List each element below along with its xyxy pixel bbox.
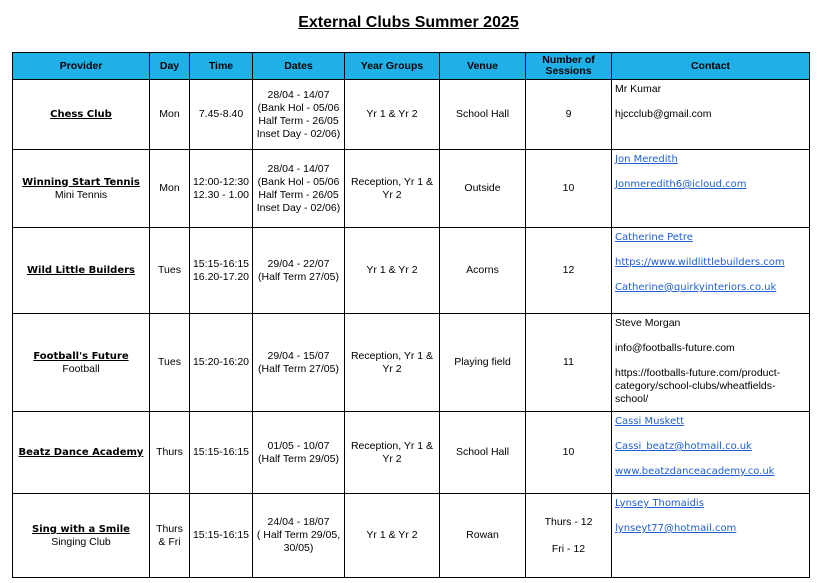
header-year-groups: Year Groups (345, 53, 440, 80)
table-row (13, 494, 810, 578)
contact-text: https://footballs-future.com/product-category/school-clubs/wheatfields-school/ (615, 367, 781, 405)
sessions-cell (526, 80, 612, 150)
time-line: 15:15-16:15 (192, 257, 250, 270)
header-sessions (526, 53, 612, 80)
table-row (13, 314, 810, 412)
dates-line: (Half Term 29/05) (258, 452, 339, 465)
dates-line: ( Half Term 29/05, (256, 529, 341, 541)
header-time: Time (190, 53, 253, 80)
venue-cell: School Hall (440, 412, 526, 494)
venue-cell: Outside (440, 150, 526, 228)
venue-cell: Playing field (440, 314, 526, 412)
time-cell (190, 412, 253, 494)
dates-line: 29/04 - 15/07 (267, 349, 330, 362)
dates-line: 29/04 - 22/07 (267, 257, 330, 270)
dates-cell (253, 314, 345, 412)
sessions-cell (526, 494, 612, 578)
dates-line: Inset Day - 02/06) (256, 127, 341, 140)
time-line: 15:15-16:15 (192, 446, 250, 458)
sessions-value: 10 (562, 182, 575, 194)
sessions-cell (526, 228, 612, 314)
dates-line: Half Term - 26/05 (258, 114, 339, 127)
contact-link[interactable]: Cassi Muskett (615, 416, 685, 427)
dates-line: (Bank Hol - 05/06 (257, 101, 340, 114)
contact-cell (612, 80, 810, 150)
dates-line: Half Term - 26/05 (258, 188, 339, 201)
provider-name: Winning Start Tennis (22, 176, 140, 188)
contact-text: Mr Kumar (615, 83, 662, 95)
contact-link[interactable]: Catherine@quirkyinteriors.co.uk (615, 282, 777, 293)
contact-link[interactable]: lynseyt77@hotmail.com (615, 523, 737, 534)
header-dates: Dates (253, 53, 345, 80)
year-groups-cell: Reception, Yr 1 & Yr 2 (345, 412, 440, 494)
dates-cell (253, 412, 345, 494)
contact-link[interactable]: Jon Meredith (615, 154, 678, 165)
time-line: 15:20-16:20 (192, 356, 250, 368)
contact-link[interactable]: www.beatzdanceacademy.co.uk (615, 466, 775, 477)
contact-text: hjccclub@gmail.com (615, 108, 712, 120)
clubs-table (12, 52, 810, 578)
header-contact: Contact (612, 53, 810, 80)
provider-cell (13, 80, 150, 150)
sessions-value: Thurs - 12 (544, 515, 593, 528)
time-line: 16.20-17.20 (192, 270, 250, 283)
provider-subtitle: Football (62, 362, 100, 375)
provider-name: Football's Future (33, 350, 129, 362)
time-cell (190, 494, 253, 578)
provider-subtitle: Singing Club (51, 535, 111, 548)
time-cell (190, 150, 253, 228)
dates-cell (253, 80, 345, 150)
sessions-value: 10 (562, 446, 575, 458)
year-groups-cell: Reception, Yr 1 & Yr 2 (345, 314, 440, 412)
year-groups-cell: Reception, Yr 1 & Yr 2 (345, 150, 440, 228)
contact-text: Steve Morgan (615, 317, 681, 329)
dates-line: Inset Day - 02/06) (256, 201, 341, 214)
contact-cell (612, 150, 810, 228)
dates-cell (253, 150, 345, 228)
time-line: 15:15-16:15 (192, 529, 250, 541)
contact-link[interactable]: Catherine Petre (615, 232, 693, 243)
time-cell (190, 314, 253, 412)
dates-cell (253, 228, 345, 314)
time-cell (190, 80, 253, 150)
dates-line: 01/05 - 10/07 (267, 439, 330, 452)
time-line: 12:00-12:30 (192, 175, 250, 188)
provider-name: Sing with a Smile (32, 523, 130, 535)
document-title: External Clubs Summer 2025 (298, 14, 519, 31)
provider-cell (13, 228, 150, 314)
header-venue: Venue (440, 53, 526, 80)
dates-line: (Half Term 27/05) (258, 270, 339, 283)
header-sessions-line1: Number of (542, 54, 595, 66)
provider-subtitle: Mini Tennis (54, 188, 108, 201)
contact-cell (612, 494, 810, 578)
contact-cell (612, 314, 810, 412)
provider-cell (13, 412, 150, 494)
header-row (13, 53, 810, 80)
header-sessions-line2: Sessions (545, 65, 592, 77)
day-cell: Tues (150, 314, 190, 412)
year-groups-cell: Yr 1 & Yr 2 (345, 228, 440, 314)
dates-line: (Bank Hol - 05/06 (257, 175, 340, 188)
day-cell: Mon (150, 80, 190, 150)
provider-name: Wild Little Builders (27, 265, 135, 276)
table-row (13, 80, 810, 150)
sessions-value: 11 (563, 356, 574, 368)
dates-line: 28/04 - 14/07 (267, 162, 330, 175)
header-provider: Provider (13, 53, 150, 80)
contact-cell (612, 412, 810, 494)
sessions-cell (526, 412, 612, 494)
provider-name: Chess Club (50, 109, 112, 120)
dates-line: (Half Term 27/05) (258, 362, 339, 375)
contact-link[interactable]: Lynsey Thomaidis (615, 498, 704, 509)
dates-line: 30/05) (283, 542, 314, 554)
dates-line: 28/04 - 14/07 (267, 88, 330, 101)
day-cell: Thurs & Fri (150, 494, 190, 578)
contact-cell (612, 228, 810, 314)
sessions-value: 12 (562, 264, 575, 276)
sessions-cell (526, 150, 612, 228)
contact-link[interactable]: Cassi_beatz@hotmail.co.uk (615, 441, 752, 452)
year-groups-cell: Yr 1 & Yr 2 (345, 494, 440, 578)
provider-cell (13, 314, 150, 412)
dates-line: 24/04 - 18/07 (267, 516, 330, 528)
day-cell: Mon (150, 150, 190, 228)
sessions-cell (526, 314, 612, 412)
time-line: 7.45-8.40 (198, 108, 244, 120)
contact-link[interactable]: https://www.wildlittlebuilders.com (615, 257, 785, 268)
venue-cell: Acorns (440, 228, 526, 314)
header-day: Day (150, 53, 190, 80)
time-line: 12.30 - 1.00 (192, 188, 250, 201)
table-row (13, 412, 810, 494)
day-cell: Tues (150, 228, 190, 314)
table-row (13, 228, 810, 314)
sessions-value: Fri - 12 (551, 542, 586, 555)
venue-cell: Rowan (440, 494, 526, 578)
provider-cell (13, 150, 150, 228)
day-cell: Thurs (150, 412, 190, 494)
sessions-value: 9 (565, 108, 572, 120)
venue-cell: School Hall (440, 80, 526, 150)
time-cell (190, 228, 253, 314)
contact-text: info@footballs-future.com (615, 342, 735, 354)
table-row (13, 150, 810, 228)
provider-name: Beatz Dance Academy (18, 447, 144, 458)
provider-cell (13, 494, 150, 578)
dates-cell (253, 494, 345, 578)
contact-link[interactable]: Jonmeredith6@icloud.com (615, 179, 747, 190)
year-groups-cell: Yr 1 & Yr 2 (345, 80, 440, 150)
